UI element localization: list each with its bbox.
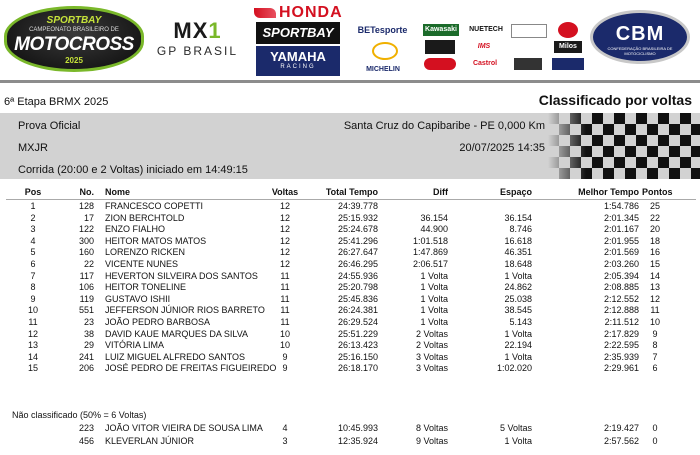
cell-points: 14 xyxy=(649,270,660,281)
cell-name: ZION BERCHTOLD xyxy=(105,212,185,223)
table-row xyxy=(0,340,700,352)
cell-best: 2:11.512 xyxy=(604,317,639,327)
milos-logo: Milos xyxy=(554,41,582,53)
cell-points: 0 xyxy=(652,436,658,446)
cell-best: 2:08.885 xyxy=(603,282,639,293)
col-total-time: Total Tempo xyxy=(325,187,378,197)
sponsor-logo-4: IMS xyxy=(477,43,491,50)
cell-total: 26:46.295 xyxy=(337,259,378,269)
cell-laps: 3 xyxy=(282,436,288,446)
cell-no: 119 xyxy=(79,293,94,304)
cell-points: 6 xyxy=(652,363,658,374)
kawasaki-logo: Kawasaki xyxy=(423,24,459,36)
col-diff: Diff xyxy=(433,187,448,197)
michelin-logo: MICHELIN xyxy=(366,66,400,73)
cell-total: 12:35.924 xyxy=(337,436,378,446)
cell-name: KLEVERLAN JÚNIOR xyxy=(105,436,195,446)
cell-pos: 14 xyxy=(27,351,38,362)
cell-diff: 3 Voltas xyxy=(415,351,448,362)
table-row xyxy=(0,329,700,341)
cell-laps: 9 xyxy=(282,363,288,374)
cell-pos: 3 xyxy=(30,224,36,235)
cell-pos: 13 xyxy=(27,340,38,351)
cell-no: 23 xyxy=(83,317,94,327)
mx1-logo-1: 1 xyxy=(208,18,222,43)
cell-laps: 10 xyxy=(279,328,290,339)
cell-total: 26:18.170 xyxy=(337,363,378,374)
race-datetime: 20/07/2025 14:35 xyxy=(459,142,545,154)
cell-name: JOÃO VITOR VIEIRA DE SOUSA LIMA xyxy=(105,423,263,433)
header-divider xyxy=(0,80,700,83)
header-underline xyxy=(6,199,696,200)
event-name: Prova Oficial xyxy=(18,120,81,132)
cell-pos: 9 xyxy=(30,293,36,304)
cell-best: 2:01.955 xyxy=(603,235,639,246)
cell-laps: 11 xyxy=(280,282,290,293)
table-row xyxy=(0,213,700,225)
sponsor-logo-5 xyxy=(511,24,547,38)
cell-diff: 2:06.517 xyxy=(412,259,448,269)
logo-line4: 2025 xyxy=(65,56,83,65)
betesporte-logo: BETesporte xyxy=(357,25,408,35)
table-row xyxy=(0,317,700,329)
cell-name: JEFFERSON JÚNIOR RIOS BARRETO xyxy=(105,305,265,316)
race-info: Corrida (20:00 e 2 Voltas) iniciado em 14:49:15 xyxy=(18,164,248,176)
cell-best: 2:01.569 xyxy=(603,247,639,258)
col-pos: Pos xyxy=(24,187,42,197)
cell-laps: 4 xyxy=(282,423,288,433)
cell-best: 1:54.786 xyxy=(603,201,639,211)
cell-space: 18.648 xyxy=(504,259,532,269)
col-no: No. xyxy=(79,187,94,197)
nuetech-logo: NUETECH xyxy=(469,26,503,33)
cell-space: 5 Voltas xyxy=(499,423,532,433)
cell-no: 551 xyxy=(78,305,94,316)
generic-sponsor-icon xyxy=(372,42,398,60)
cell-name: ENZO FIALHO xyxy=(105,224,166,235)
cell-laps: 12 xyxy=(279,247,290,258)
cell-diff: 1 Volta xyxy=(420,293,448,304)
cell-best: 2:05.394 xyxy=(603,270,639,281)
cell-pos: 8 xyxy=(30,282,36,293)
cell-points: 16 xyxy=(649,247,660,258)
col-best-time: Melhor Tempo xyxy=(578,187,639,197)
cell-points: 18 xyxy=(649,235,660,246)
cell-diff: 36.154 xyxy=(420,212,448,223)
stage-title: 6ª Etapa BRMX 2025 xyxy=(4,96,109,108)
col-points: Pontos xyxy=(642,187,673,197)
table-row xyxy=(0,352,700,364)
cell-pos: 6 xyxy=(30,259,36,269)
cell-name: HEITOR TONELINE xyxy=(105,282,187,293)
cell-total: 25:51.229 xyxy=(337,328,378,339)
logo-line1: SPORTBAY xyxy=(46,15,102,26)
cell-pos: 4 xyxy=(30,235,36,246)
cell-diff: 2 Voltas xyxy=(415,340,448,351)
cell-no: 122 xyxy=(78,224,94,235)
cell-pos: 5 xyxy=(30,247,36,258)
cell-total: 25:41.296 xyxy=(337,235,378,246)
sponsor-logo-3 xyxy=(424,58,456,70)
cell-no: 17 xyxy=(83,212,94,223)
honda-wing-icon xyxy=(254,8,276,18)
cell-laps: 12 xyxy=(279,259,290,269)
cell-best: 2:01.345 xyxy=(603,212,639,223)
cell-diff: 44.900 xyxy=(420,224,448,235)
cell-laps: 11 xyxy=(280,305,290,316)
table-row xyxy=(0,247,700,259)
cell-laps: 11 xyxy=(280,317,290,327)
cell-pos: 11 xyxy=(28,317,38,327)
cell-laps: 10 xyxy=(279,340,290,351)
cell-pos: 12 xyxy=(27,328,38,339)
cell-laps: 11 xyxy=(280,270,290,281)
cell-total: 25:15.932 xyxy=(337,212,378,223)
cell-name: LUIZ MIGUEL ALFREDO SANTOS xyxy=(105,351,246,362)
cell-name: VICENTE NUNES xyxy=(105,259,179,269)
cell-points: 10 xyxy=(649,317,660,327)
cell-space: 16.618 xyxy=(504,235,532,246)
cell-diff: 8 Voltas xyxy=(415,423,448,433)
castrol-logo: Castrol xyxy=(472,60,498,67)
not-classified-row xyxy=(0,436,700,448)
cell-points: 7 xyxy=(652,351,658,362)
cell-best: 2:03.260 xyxy=(603,259,639,269)
cell-pos: 1 xyxy=(30,201,36,211)
cell-name: HEITOR MATOS MATOS xyxy=(105,235,207,246)
logo-line2: CAMPEONATO BRASILEIRO DE xyxy=(29,27,119,33)
mx1-logo-sub: GP BRASIL xyxy=(156,44,239,58)
cell-pos: 2 xyxy=(30,212,36,223)
cell-diff: 9 Voltas xyxy=(415,436,448,446)
cell-space: 38.545 xyxy=(504,305,532,316)
cell-total: 26:13.423 xyxy=(337,340,378,351)
cell-diff: 1 Volta xyxy=(420,282,448,293)
table-row xyxy=(0,294,700,306)
cell-no: 241 xyxy=(78,351,94,362)
yamaha-logo xyxy=(256,46,340,76)
cell-best: 2:29.961 xyxy=(603,363,639,374)
honda-text: HONDA xyxy=(279,4,343,21)
cell-points: 12 xyxy=(649,293,660,304)
table-row xyxy=(0,363,700,375)
cell-points: 11 xyxy=(650,305,660,316)
cell-space: 46.351 xyxy=(504,247,532,258)
mx1-logo-mx: MX xyxy=(173,18,209,43)
cell-points: 15 xyxy=(649,259,660,269)
col-laps: Voltas xyxy=(271,187,299,197)
table-row xyxy=(0,224,700,236)
mx1-logo xyxy=(150,18,245,68)
cell-laps: 9 xyxy=(282,351,288,362)
sponsor-logo-2 xyxy=(425,40,455,54)
cell-name: VITÓRIA LIMA xyxy=(105,340,165,351)
location: Santa Cruz do Capibaribe - PE 0,000 Km xyxy=(343,120,545,132)
category: MXJR xyxy=(18,142,48,154)
cell-total: 26:27.647 xyxy=(337,247,378,258)
table-row xyxy=(0,271,700,283)
cell-no: 456 xyxy=(78,436,94,446)
cbm-sub: CONFEDERAÇÃO BRASILEIRA DE MOTOCICLISMO xyxy=(607,46,673,56)
cell-diff: 1 Volta xyxy=(420,317,448,327)
checkered-flag-icon xyxy=(548,113,700,179)
cell-total: 26:29.524 xyxy=(337,317,378,327)
cell-diff: 1:47.869 xyxy=(412,247,448,258)
cell-name: LORENZO RICKEN xyxy=(105,247,186,258)
cell-best: 2:22.595 xyxy=(603,340,639,351)
cell-name: JOSÉ PEDRO DE FREITAS FIGUEIREDO xyxy=(105,363,277,374)
cell-space: 1 Volta xyxy=(504,328,532,339)
cell-no: 128 xyxy=(78,201,94,211)
brmx-logo xyxy=(4,6,144,72)
col-space: Espaço xyxy=(499,187,532,197)
cell-space: 24.862 xyxy=(504,282,532,293)
cell-no: 38 xyxy=(83,328,94,339)
sponsor-logo-9 xyxy=(552,58,584,70)
cell-space: 8.746 xyxy=(509,224,532,235)
cell-space: 1 Volta xyxy=(504,351,532,362)
cell-total: 25:20.798 xyxy=(337,282,378,293)
cell-laps: 12 xyxy=(279,212,290,223)
cell-best: 2:01.167 xyxy=(603,224,639,235)
cell-diff: 1 Volta xyxy=(420,305,448,316)
cell-laps: 12 xyxy=(279,235,290,246)
cell-total: 24:39.778 xyxy=(337,201,378,211)
table-row xyxy=(0,201,700,213)
cell-diff: 2 Voltas xyxy=(415,328,448,339)
cell-points: 25 xyxy=(649,201,660,211)
sponsor-banner xyxy=(0,0,700,80)
cell-diff: 1 Volta xyxy=(420,270,448,281)
not-classified-row xyxy=(0,423,700,435)
table-row xyxy=(0,305,700,317)
cell-total: 25:45.836 xyxy=(337,293,378,304)
cell-no: 106 xyxy=(78,282,94,293)
cell-no: 22 xyxy=(83,259,94,269)
cell-best: 2:17.829 xyxy=(603,328,639,339)
cell-name: GUSTAVO ISHII xyxy=(105,293,171,304)
logo-line3: MOTOCROSS xyxy=(14,34,134,55)
cell-points: 22 xyxy=(649,212,660,223)
cell-no: 160 xyxy=(78,247,94,258)
yamaha-sub: RACING xyxy=(280,64,316,70)
cell-points: 9 xyxy=(652,328,658,339)
cell-pos: 15 xyxy=(27,363,38,374)
cell-name: FRANCESCO COPETTI xyxy=(105,201,204,211)
cell-space: 36.154 xyxy=(504,212,532,223)
cell-space: 22.194 xyxy=(504,340,532,351)
not-classified-label: Não classificado (50% = 6 Voltas) xyxy=(12,410,147,420)
cell-best: 2:19.427 xyxy=(603,423,639,433)
cell-laps: 11 xyxy=(280,293,290,304)
cell-total: 10:45.993 xyxy=(337,423,378,433)
cell-diff: 3 Voltas xyxy=(415,363,448,374)
cell-points: 0 xyxy=(652,423,658,433)
cell-total: 25:24.678 xyxy=(337,224,378,235)
table-row xyxy=(0,236,700,248)
cell-no: 223 xyxy=(78,423,94,433)
cbm-logo xyxy=(590,10,690,64)
cell-space: 25.038 xyxy=(504,293,532,304)
cell-name: DAVID KAUE MARQUES DA SILVA xyxy=(105,328,249,339)
cell-points: 8 xyxy=(652,340,658,351)
cell-best: 2:57.562 xyxy=(603,436,639,446)
cell-pos: 10 xyxy=(27,305,38,316)
report-type: Classificado por voltas xyxy=(538,92,692,108)
cbm-title: CBM xyxy=(615,23,665,45)
cell-best: 2:35.939 xyxy=(603,351,639,362)
cell-laps: 12 xyxy=(279,224,290,235)
cell-space: 1 Volta xyxy=(504,436,532,446)
cell-laps: 12 xyxy=(279,201,290,211)
sportbay-logo: SPORTBAY xyxy=(256,22,340,44)
cell-space: 5.143 xyxy=(509,317,532,327)
cell-no: 300 xyxy=(78,235,94,246)
cell-diff: 1:01.518 xyxy=(412,235,448,246)
cell-best: 2:12.552 xyxy=(603,293,639,304)
cell-no: 206 xyxy=(78,363,94,374)
honda-logo xyxy=(254,4,354,22)
cell-total: 24:55.936 xyxy=(337,270,378,281)
cell-space: 1 Volta xyxy=(504,270,532,281)
yamaha-name: YAMAHA xyxy=(270,49,326,64)
cell-best: 2:12.888 xyxy=(603,305,639,316)
cell-name: JOÃO PEDRO BARBOSA xyxy=(105,317,211,327)
col-name: Nome xyxy=(105,187,131,197)
cell-space: 1:02.020 xyxy=(496,363,532,374)
cell-no: 29 xyxy=(83,340,94,351)
table-row xyxy=(0,259,700,271)
table-row xyxy=(0,282,700,294)
cell-total: 25:16.150 xyxy=(337,351,378,362)
cell-points: 20 xyxy=(649,224,660,235)
sponsor-logo-7 xyxy=(514,58,542,70)
cell-total: 26:24.381 xyxy=(337,305,378,316)
cell-no: 117 xyxy=(79,270,94,281)
sponsor-logo-8 xyxy=(558,22,578,38)
cell-name: HEVERTON SILVEIRA DOS SANTOS xyxy=(105,270,258,281)
cell-points: 13 xyxy=(649,282,660,293)
cell-pos: 7 xyxy=(30,270,36,281)
